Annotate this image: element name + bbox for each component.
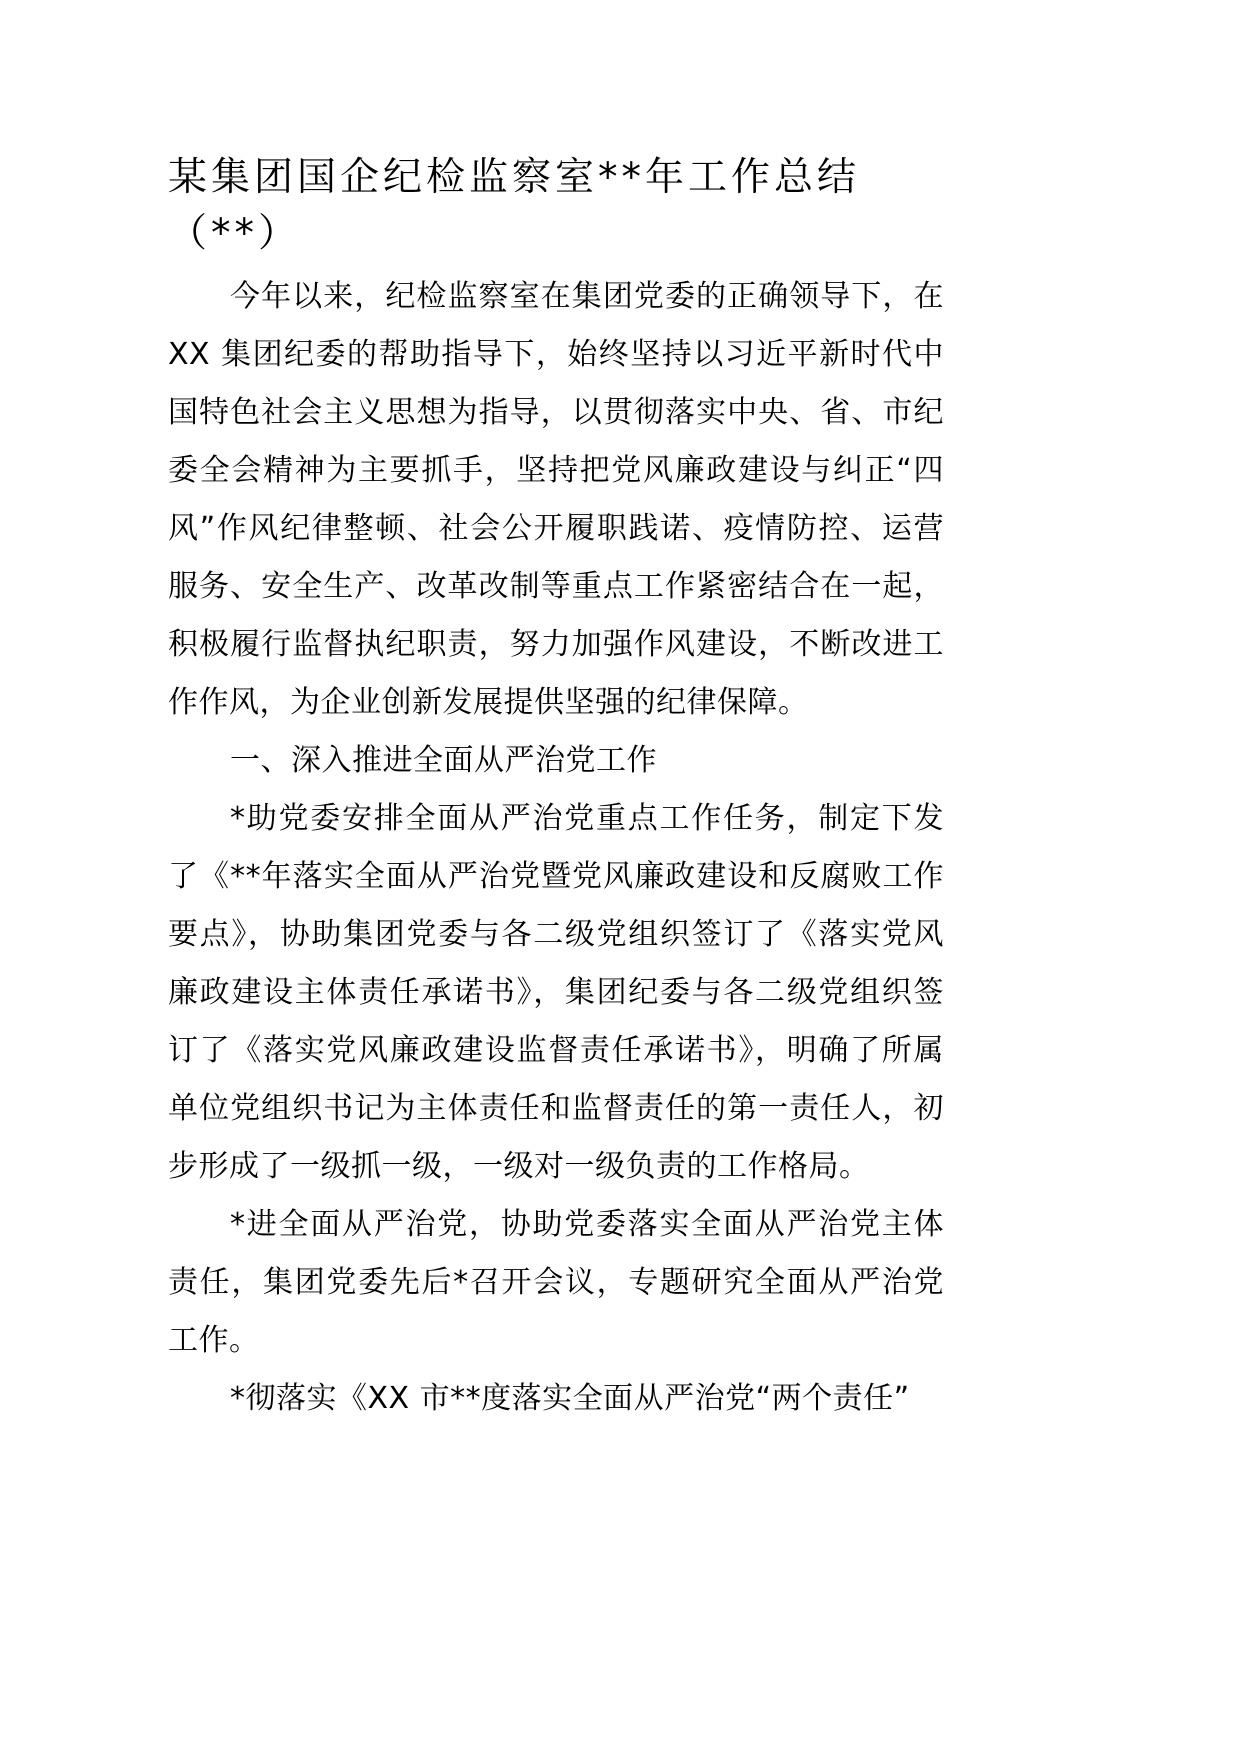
section-heading-1: 一、深入推进全面从严治党工作: [230, 743, 657, 778]
document-page: [168, 150, 944, 1428]
intro-paragraph: 今年以来，纪检监察室在集团党委的正确领导下，在XX 集团纪委的帮助指导下，始终坚持以习近平新时代中国特色社会主义思想为指导，以贯彻落实中央、省、市纪委全会精神为主要抓手，坚持把党风廉政建设与纠正“四风”作风纪律整顿、社会公开履职践诺、疫情防控、运营服务、安全生产、改革改制等重点工作紧密结合在一起，积极履行监督执纪职责，努力加强作风建设，不断改进工作作风，为企业创新发展提供坚强的纪律保障。: [168, 279, 944, 720]
document-title: 某集团国企纪检监察室**年工作总结（**）: [168, 155, 861, 256]
section-1-paragraph-2: *进全面从严治党，协助党委落实全面从严治党主体责任，集团党委先后*召开会议，专题研究全面从严治党工作。: [168, 1207, 944, 1358]
section-1-paragraph-1: *助党委安排全面从严治党重点工作任务，制定下发了《**年落实全面从严治党暨党风廉政建设和反腐败工作要点》，协助集团党委与各二级党组织签订了《落实党风廉政建设主体责任承诺书》，集团纪委与各二级党组织签订了《落实党风廉政建设监督责任承诺书》，明确了所属单位党组织书记为主体责任和监督责任的第一责任人，初步形成了一级抓一级，一级对一级负责的工作格局。: [168, 801, 944, 1184]
section-1-paragraph-3: *彻落实《XX 市**度落实全面从严治党“两个责任”: [230, 1381, 910, 1416]
